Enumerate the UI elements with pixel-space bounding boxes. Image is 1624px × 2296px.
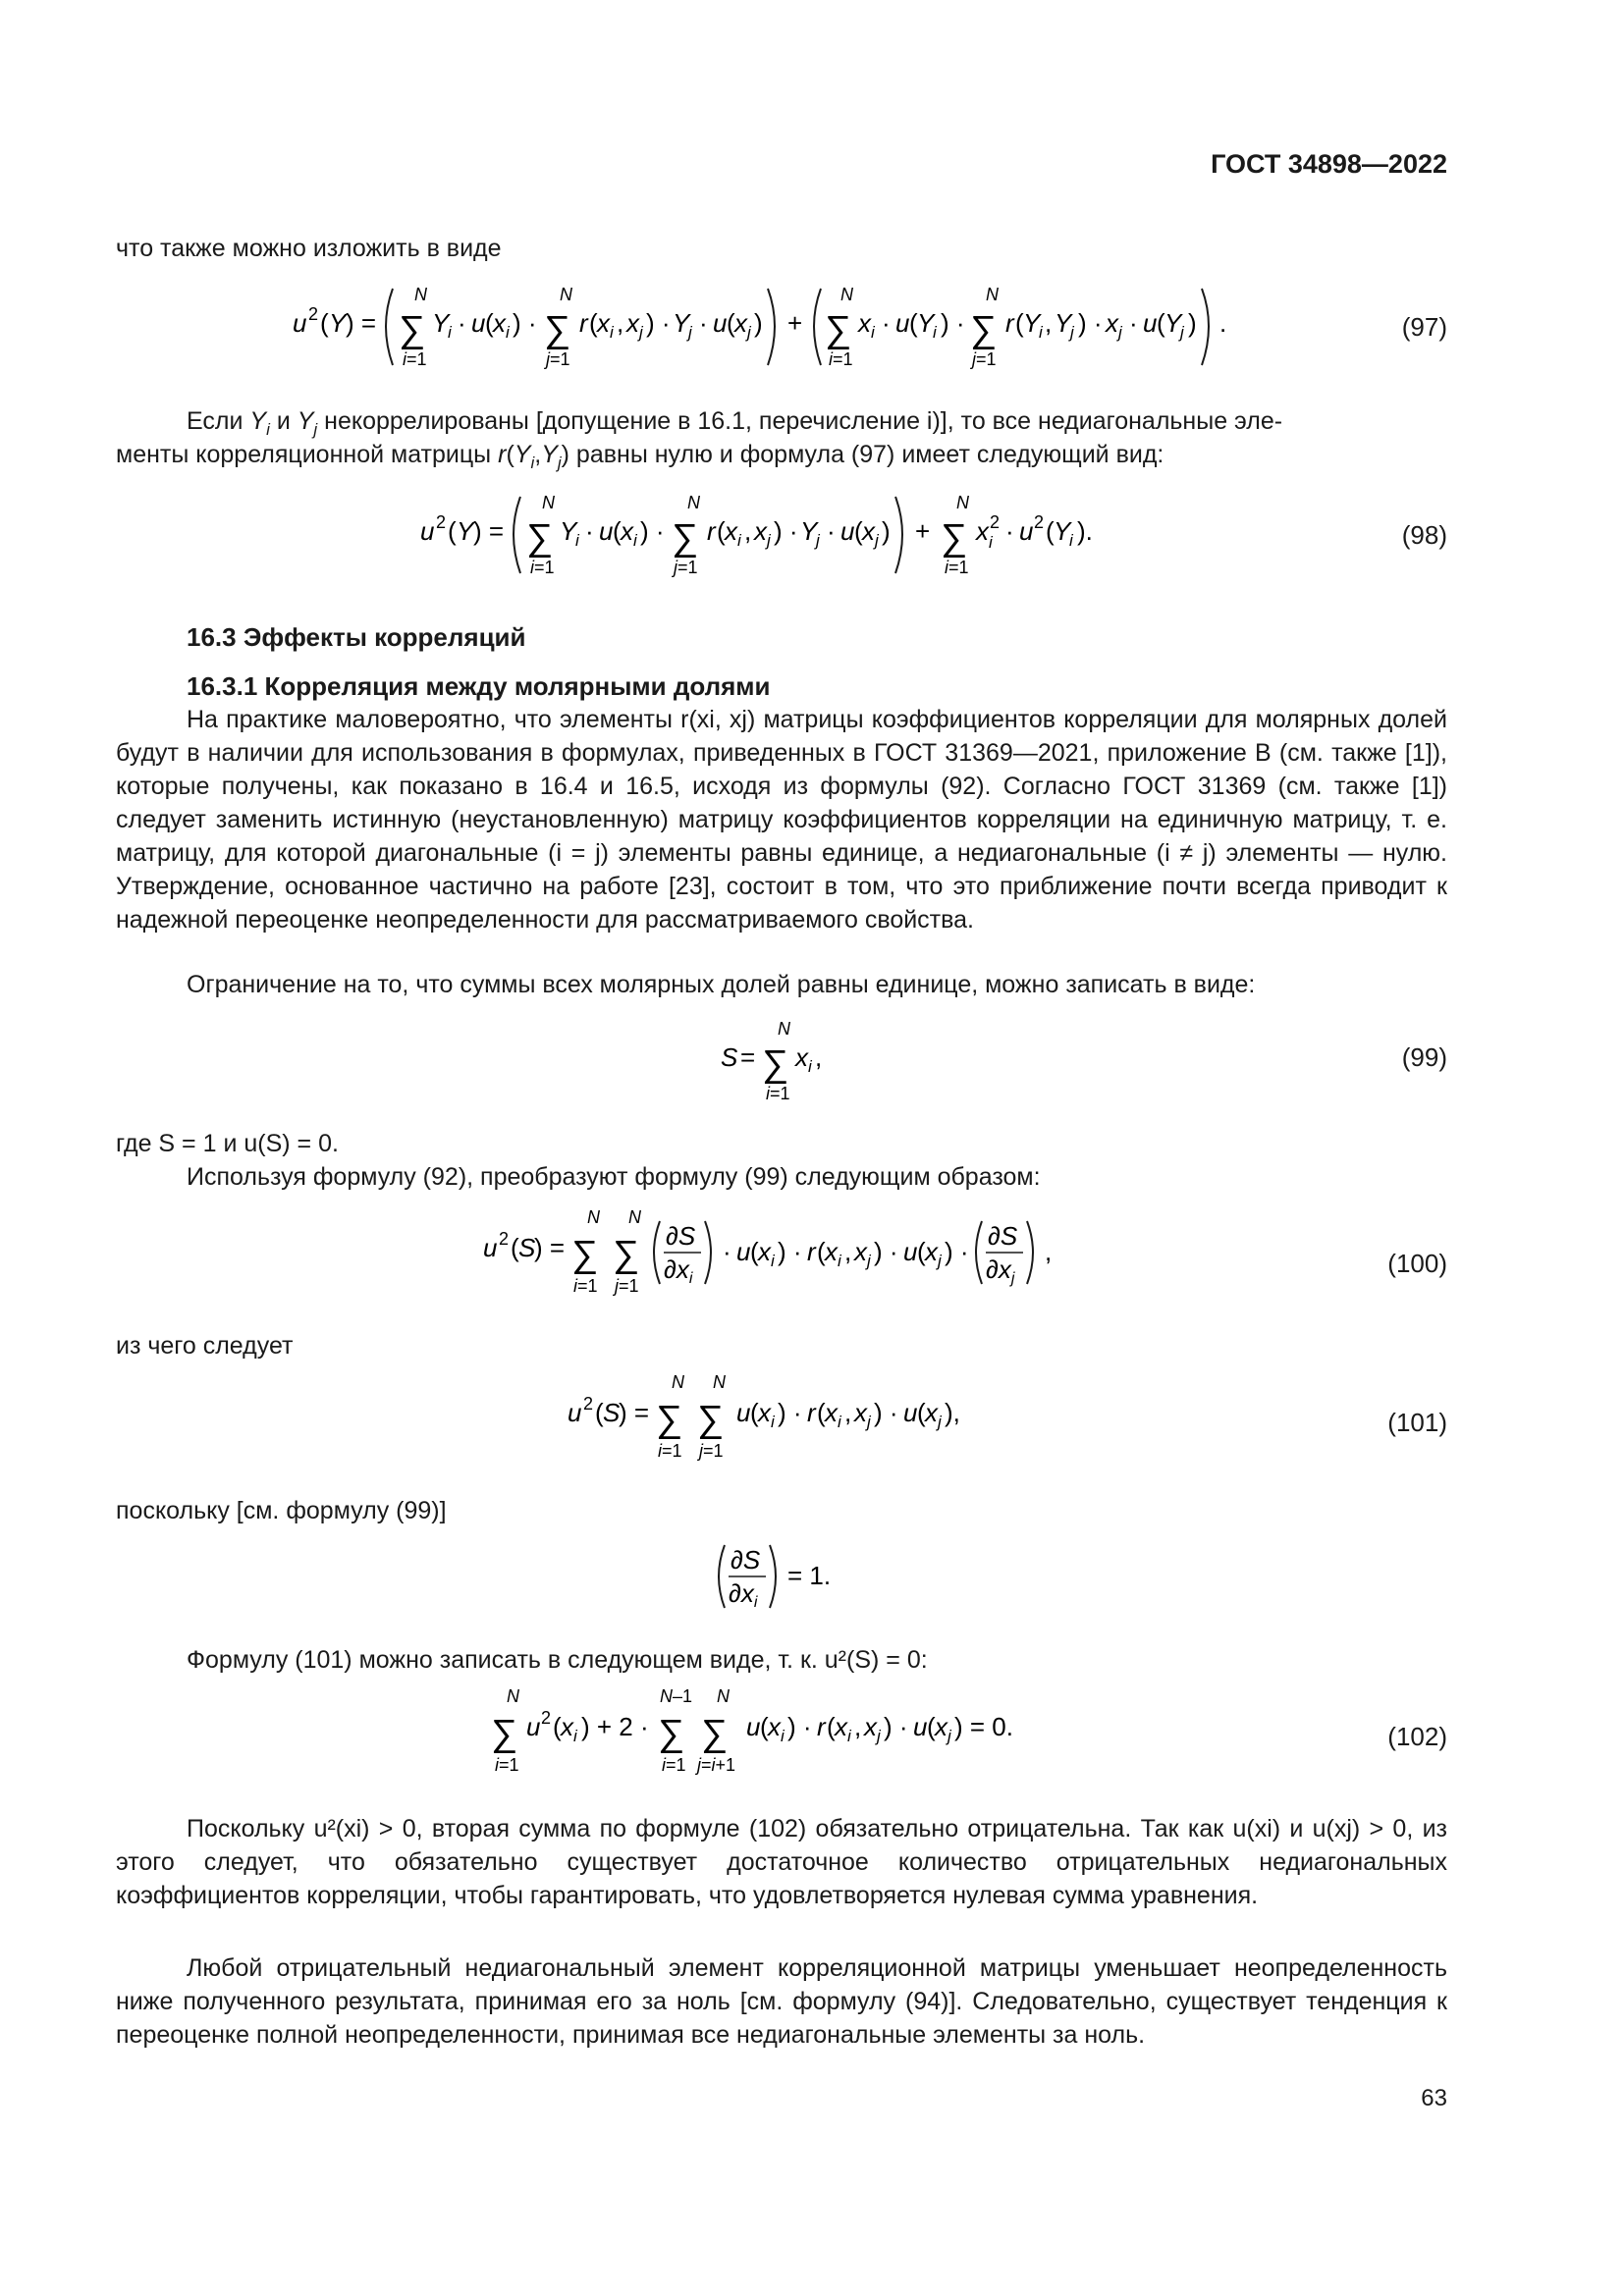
svg-text:i: i [989,533,993,552]
svg-text:j: j [938,1252,942,1270]
svg-text:x: x [862,516,875,546]
svg-text:u: u [568,1398,582,1427]
svg-text:x: x [825,1398,838,1427]
svg-text:∑: ∑ [658,1713,685,1754]
svg-text:x: x [864,1712,877,1741]
svg-text:Y: Y [1164,308,1182,338]
svg-text:i: i [838,1413,841,1431]
svg-text:∑: ∑ [762,1043,789,1085]
svg-text:) =: ) = [473,516,505,546]
svg-text:i=1: i=1 [658,1441,682,1461]
svg-text:i=1: i=1 [766,1084,790,1103]
svg-text:u: u [713,308,728,338]
svg-text:x: x [758,1237,771,1266]
svg-text:N: N [628,1207,641,1227]
svg-text:(: ( [917,1237,926,1266]
svg-text:(: ( [760,1712,769,1741]
page-number: 63 [1421,2085,1447,2111]
svg-text:2: 2 [541,1708,552,1728]
svg-text:Y: Y [432,308,450,338]
svg-text:N: N [560,285,572,304]
svg-text:u: u [293,308,307,338]
svg-text:∑: ∑ [970,309,998,350]
svg-text:) = 0.: ) = 0. [954,1712,1013,1741]
svg-text:Y: Y [917,308,935,338]
svg-text:N: N [414,285,427,304]
paragraph-constraint: Ограничение на то, что суммы всех молярных долей равны единице, можно записать в виде: [187,971,1256,998]
svg-text:): ) [882,516,891,546]
svg-text:i=1: i=1 [829,349,853,369]
equation-number-99: (99) [1401,1042,1447,1072]
svg-text:) =: ) = [619,1398,650,1427]
svg-text:N: N [587,1207,600,1227]
svg-text:N: N [687,493,700,512]
paragraph-overestimation: Любой отрицательный недиагональный элемент корреляционной матрицы уменьшает неопределенность ниже полученного результата, принимая его за ноль [см. формулу (94)]. Следовательно, существует тенденция к переоценке полной неопределенности, принимая все недиагональные элементы за ноль. [116,1954,1447,2049]
svg-text:∑: ∑ [701,1713,729,1754]
svg-text:(: ( [817,1398,826,1427]
svg-text:j=1: j=1 [546,349,570,369]
svg-text:i=1: i=1 [530,558,555,577]
svg-text:j: j [877,1727,881,1745]
svg-text:2: 2 [583,1394,594,1414]
svg-text:u: u [1019,516,1034,546]
svg-text:j: j [1070,323,1074,342]
svg-text:∂S: ∂S [731,1545,761,1575]
svg-text:) ·: ) · [778,1398,802,1427]
svg-text:) ·: ) · [513,308,537,338]
svg-text:.: . [1219,308,1227,338]
svg-text:j: j [938,1413,942,1431]
svg-text:i=1: i=1 [573,1276,598,1296]
svg-text:j: j [639,323,643,342]
svg-text:N: N [717,1686,730,1706]
svg-text:(: ( [1015,308,1024,338]
svg-text:2: 2 [1034,512,1045,532]
svg-text:Y: Y [673,308,690,338]
svg-text:x: x [795,1042,808,1072]
svg-text:N–1: N–1 [660,1686,693,1706]
svg-text:) =: ) = [346,308,377,338]
svg-text:N: N [986,285,999,304]
svg-text:Y: Y [560,516,577,546]
svg-text:x: x [1106,308,1118,338]
svg-text:(: ( [448,516,457,546]
svg-text:i: i [610,323,614,342]
svg-text:(: ( [727,308,735,338]
paragraph-second-sum-negative: Поскольку u²(xi) > 0, вторая сумма по формуле (102) обязательно отрицательна. Так как u(xi) и u(xj) > 0, из этого следует, что обязательно существует достаточное количество отрицательных недиагональных коэффициентов корреляции, чтобы гарантировать, что удовлетворяется нулевая сумма уравнения. [116,1815,1447,1909]
svg-text:x: x [754,516,767,546]
svg-text:u: u [483,1233,498,1262]
svg-text:(: ( [750,1237,759,1266]
svg-text:r: r [579,308,588,338]
svg-text:x: x [725,516,737,546]
svg-text:(: ( [717,516,726,546]
svg-text:u: u [526,1712,541,1741]
paragraph-since: поскольку [см. формулу (99)] [116,1497,447,1524]
formula-102 [487,1681,1096,1779]
svg-text:u: u [736,1398,751,1427]
svg-text:(: ( [817,1237,826,1266]
svg-text:) ·: ) · [646,308,671,338]
svg-text:) ·: ) · [874,1398,898,1427]
svg-text:i: i [448,323,452,342]
svg-text:i: i [573,1727,577,1745]
formula-100 [479,1200,1088,1302]
svg-text:∑: ∑ [672,517,699,559]
svg-text:∂S: ∂S [666,1221,696,1251]
svg-text:,: , [815,1042,823,1072]
svg-text:S: S [518,1233,536,1262]
svg-text:r: r [817,1712,826,1741]
svg-text:Y: Y [1023,308,1041,338]
equation-number-100: (100) [1387,1249,1447,1278]
svg-text:) ·: ) · [884,1712,908,1741]
svg-text:,: , [1045,1237,1053,1266]
svg-text:j=i+1: j=i+1 [697,1755,736,1775]
svg-text:x: x [561,1712,573,1741]
svg-text:(: ( [827,1712,836,1741]
standard-header: ГОСТ 34898—2022 [1211,149,1447,179]
paragraph-intro: что также можно изложить в виде [116,235,502,262]
svg-text:(: ( [1157,308,1165,338]
svg-text:x: x [493,308,506,338]
svg-text:N: N [507,1686,519,1706]
svg-text:u: u [840,516,855,546]
svg-text:i: i [737,531,741,550]
svg-text:r: r [807,1398,816,1427]
svg-text:) ·: ) · [787,1712,812,1741]
svg-text:x: x [621,516,633,546]
svg-text:i=1: i=1 [403,349,427,369]
svg-text:i: i [771,1252,775,1270]
svg-text:S: S [721,1042,738,1072]
svg-text:) =: ) = [534,1233,566,1262]
svg-text:r: r [807,1237,816,1266]
svg-text:r: r [1005,308,1014,338]
svg-text:N: N [542,493,555,512]
svg-text:∂xi: ∂xi [729,1578,758,1611]
svg-text:N: N [672,1372,684,1392]
svg-text:j: j [688,323,692,342]
svg-text:=: = [740,1042,756,1072]
svg-text:i: i [633,531,637,550]
svg-text:(: ( [750,1398,759,1427]
svg-text:(: ( [854,516,863,546]
svg-text:·: · [458,308,466,338]
svg-text:∑: ∑ [941,517,968,559]
svg-text:Y: Y [1054,516,1071,546]
svg-text:∑: ∑ [399,309,426,350]
svg-text:∑: ∑ [697,1399,725,1440]
svg-text:) ·: ) · [640,516,665,546]
svg-text:+: + [915,516,931,546]
svg-text:u: u [1143,308,1158,338]
equation-number-97: (97) [1401,312,1447,342]
svg-text:Y: Y [457,516,474,546]
svg-text:j=1: j=1 [699,1441,724,1461]
svg-text:N: N [778,1019,790,1039]
svg-text:N: N [713,1372,726,1392]
equation-number-101: (101) [1387,1408,1447,1437]
svg-text:j: j [816,531,820,550]
svg-text:i: i [575,531,579,550]
svg-text:·: · [699,308,708,338]
svg-text:u: u [471,308,486,338]
svg-text:i: i [838,1252,841,1270]
svg-text:u: u [746,1712,761,1741]
svg-text:,: , [617,308,624,338]
svg-text:S: S [603,1398,621,1427]
svg-text:j: j [767,531,771,550]
svg-text:) ·: ) · [941,308,965,338]
svg-text:·: · [1005,516,1014,546]
svg-text:u: u [599,516,614,546]
svg-text:i: i [933,323,937,342]
svg-text:j: j [1180,323,1184,342]
svg-text:+: + [787,308,803,338]
formula-derivative-one [709,1541,846,1616]
svg-text:∂xj: ∂xj [986,1255,1015,1287]
svg-text:,: , [844,1398,852,1427]
paragraph-where: где S = 1 и u(S) = 0. [116,1130,339,1157]
paragraph-using-formula: Используя формулу (92), преобразуют формулу (99) следующим образом: [187,1163,1041,1191]
svg-text:x: x [976,516,989,546]
svg-text:j: j [747,323,751,342]
svg-text:(: ( [320,308,329,338]
svg-text:),: ), [945,1398,960,1427]
svg-text:∑: ∑ [613,1234,640,1275]
svg-text:x: x [626,308,639,338]
svg-text:j: j [1118,323,1122,342]
svg-text:x: x [835,1712,847,1741]
svg-text:,: , [744,516,752,546]
svg-text:∑: ∑ [544,309,571,350]
svg-text:).: ). [1077,516,1093,546]
svg-text:·: · [1129,308,1138,338]
svg-text:·: · [882,308,891,338]
svg-text:i: i [808,1057,812,1076]
svg-text:(: ( [613,516,622,546]
svg-text:x: x [854,1398,867,1427]
svg-text:,: , [854,1712,862,1741]
svg-text:u: u [903,1398,918,1427]
svg-text:x: x [734,308,747,338]
section-heading-16-3: 16.3 Эффекты корреляций [187,622,526,652]
svg-text:·: · [723,1237,731,1266]
svg-text:u: u [903,1237,918,1266]
svg-text:(: ( [589,308,598,338]
svg-text:(: ( [909,308,918,338]
paragraph-therefore: из чего следует [116,1332,294,1360]
svg-text:u: u [420,516,435,546]
svg-text:,: , [844,1237,852,1266]
svg-text:N: N [840,285,853,304]
svg-text:i: i [847,1727,851,1745]
svg-text:i: i [506,323,510,342]
svg-text:∑: ∑ [526,517,554,559]
svg-text:x: x [597,308,610,338]
svg-text:(: ( [1046,516,1055,546]
svg-text:(: ( [927,1712,936,1741]
paragraph-formula-101-rewrite: Формулу (101) можно записать в следующем виде, т. к. u²(S) = 0: [187,1646,928,1674]
equation-number-102: (102) [1387,1722,1447,1751]
svg-text:u: u [736,1237,751,1266]
svg-text:= 1.: = 1. [787,1561,832,1590]
svg-text:i: i [871,323,875,342]
svg-text:i: i [771,1413,775,1431]
svg-text:i=1: i=1 [662,1755,686,1775]
svg-text:∑: ∑ [825,309,852,350]
svg-text:u: u [913,1712,928,1741]
svg-text:2: 2 [436,512,447,532]
svg-text:·: · [585,516,594,546]
svg-text:i: i [1069,531,1073,550]
svg-text:x: x [854,1237,867,1266]
formula-97 [285,277,1286,375]
paragraph-correlation: На практике маловероятно, что элементы r(xi, xj) матрицы коэффициентов корреляции для молярных долей будут в наличии для использования в формулах, приведенных в ГОСТ 31369—2021, приложение В (см. также [1]), которые получены, как показано в 16.4 и 16.5, исходя из формулы (92). Согласно ГОСТ 31369 (см. также [1]) следует заменить истинную (неустановленную) матрицу коэффициентов корреляции на единичную матрицу, т. е. матрицу, для которой диагональные (i = j) элементы равны единице, а недиагональные (i ≠ j) элементы — нулю. Утверждение, основанное частично на работе [23], состоит в том, что это приближение почти всегда приводит к надежной переоценке неопределенности для рассматриваемого свойства. [116,706,1447,934]
svg-text:r: r [707,516,716,546]
svg-text:) ·: ) · [774,516,798,546]
svg-text:(: ( [485,308,494,338]
svg-text:j=1: j=1 [674,558,698,577]
svg-text:(: ( [511,1233,519,1262]
svg-text:j: j [867,1252,871,1270]
svg-text:x: x [925,1398,938,1427]
svg-text:j=1: j=1 [615,1276,639,1296]
svg-text:(: ( [595,1398,604,1427]
svg-text:x: x [935,1712,947,1741]
formula-99 [717,1015,913,1103]
svg-text:∂S: ∂S [988,1221,1018,1251]
paragraph-uncorrelated: Если $Y_i$ и $Y_j$ некоррелированы [допущение в 16.1, перечисление i)], то все недиагональные эле- [187,407,1283,439]
svg-text:j: j [947,1727,951,1745]
svg-text:) + 2 ·: ) + 2 · [581,1712,649,1741]
paragraph-uncorrelated-line2: менты корреляционной матрицы $r(Y_i,Y_j)$ равны нулю и формула (97) имеет следующий вид: [116,441,1164,472]
svg-text:∑: ∑ [656,1399,683,1440]
svg-text:2: 2 [990,512,1001,532]
svg-text:∑: ∑ [491,1713,518,1754]
svg-text:): ) [1188,308,1197,338]
svg-text:) ·: ) · [778,1237,802,1266]
equation-number-98: (98) [1401,520,1447,550]
svg-text:u: u [895,308,910,338]
svg-text:i=1: i=1 [945,558,969,577]
svg-text:j: j [875,531,879,550]
svg-text:i: i [781,1727,785,1745]
svg-text:∂xi: ∂xi [664,1255,693,1287]
svg-text:i: i [1039,323,1043,342]
svg-text:) ·: ) · [1078,308,1103,338]
svg-text:Y: Y [800,516,818,546]
svg-text:(: ( [917,1398,926,1427]
formula-101 [564,1366,1015,1465]
svg-text:j=1: j=1 [972,349,997,369]
svg-text:x: x [925,1237,938,1266]
svg-text:x: x [768,1712,781,1741]
svg-text:Y: Y [329,308,347,338]
section-heading-16-3-1: 16.3.1 Корреляция между молярными долями [187,671,771,701]
svg-text:i=1: i=1 [495,1755,519,1775]
svg-text:x: x [858,308,871,338]
svg-text:Y: Y [1055,308,1072,338]
svg-text:∑: ∑ [571,1234,599,1275]
svg-text:x: x [758,1398,771,1427]
svg-text:) ·: ) · [945,1237,969,1266]
svg-text:,: , [1045,308,1053,338]
formula-98 [412,485,1178,583]
svg-text:·: · [827,516,836,546]
svg-text:): ) [754,308,763,338]
svg-text:2: 2 [308,304,319,324]
svg-text:(: ( [553,1712,562,1741]
svg-text:2: 2 [499,1229,510,1249]
svg-text:j: j [867,1413,871,1431]
svg-text:x: x [825,1237,838,1266]
svg-text:) ·: ) · [874,1237,898,1266]
svg-text:N: N [956,493,969,512]
